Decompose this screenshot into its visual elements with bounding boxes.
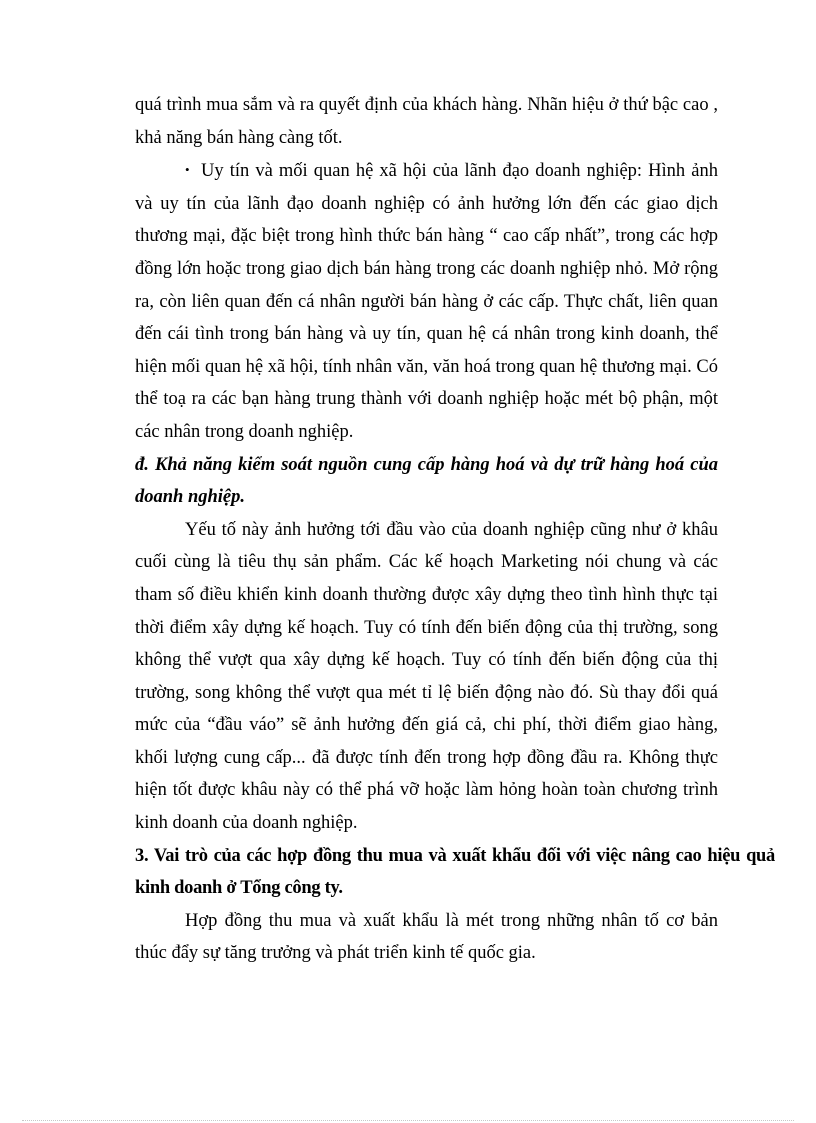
paragraph-continuation: quá trình mua sắm và ra quyết định của khách hàng. Nhãn hiệu ở thứ bậc cao , khả năng bán hàng càng tốt. [135, 95, 718, 148]
bullet-paragraph-text: Uy tín và mối quan hệ xã hội của lãnh đạo doanh nghiệp: Hình ảnh và uy tín của lãnh đạo doanh nghiệp có ảnh hưởng lớn đến các giao dịch thương mại, đặc biệt trong hình thức bán hàng “ cao cấp nhất”, trong các hợp đồng lớn hoặc trong giao dịch bán hàng trong các doanh nghiệp nhỏ. Mở rộng ra, còn liên quan đến cá nhân người bán hàng ở các cấp. Thực chất, liên quan đến cái tình trong bán hàng và uy tín, quan hệ cá nhân trong kinh doanh, thể hiện mối quan hệ xã hội, tính nhân văn, văn hoá trong quan hệ thương mại. Có thể toạ ra các bạn hàng trung thành với doanh nghiệp hoặc mét bộ phận, một các nhân trong doanh nghiệp. [135, 161, 718, 442]
section-heading-d: đ. Khả năng kiểm soát nguồn cung cấp hàng hoá và dự trữ hàng hoá của doanh nghiệp. [135, 454, 718, 508]
paragraph-supply-control: Yếu tố này ảnh hưởng tới đầu vào của doanh nghiệp cũng như ở khâu cuối cùng là tiêu thụ sản phẩm. Các kế hoạch Marketing nói chung và các tham số điều khiển kinh doanh thường được xây dựng theo tình hình thực tại thời điểm xây dựng kế hoạch. Tuy có tính đến biến động của thị trường, song không thể vượt qua xây dựng kế hoạch. Tuy có tính đến biến động của thị trường, song không thể vượt qua mét tỉ lệ biến động nào đó. Sù thay đổi quá mức của “đầu váo” sẽ ảnh hưởng đến giá cả, chi phí, thời điểm giao hàng, khối lượng cung cấp... đã được tính đến trong hợp đồng đầu ra. Không thực hiện tốt được khâu này có thể phá vỡ hoặc làm hỏng hoàn toàn chương trình kinh doanh của doanh nghiệp. [135, 519, 718, 834]
paragraph-contract-role: Hợp đồng thu mua và xuất khẩu là mét trong những nhân tố cơ bản thúc đẩy sự tăng trưởng và phát triển kinh tế quốc gia. [135, 910, 718, 964]
section-heading-3: 3. Vai trò của các hợp đồng thu mua và xuất khẩu đối với việc nâng cao hiệu quả kinh doanh ở Tổng công ty. [135, 845, 775, 899]
page-bottom-divider [22, 1120, 794, 1121]
bullet-icon: • [185, 162, 190, 178]
paragraph-bullet [135, 154, 718, 448]
document-body [135, 89, 775, 970]
